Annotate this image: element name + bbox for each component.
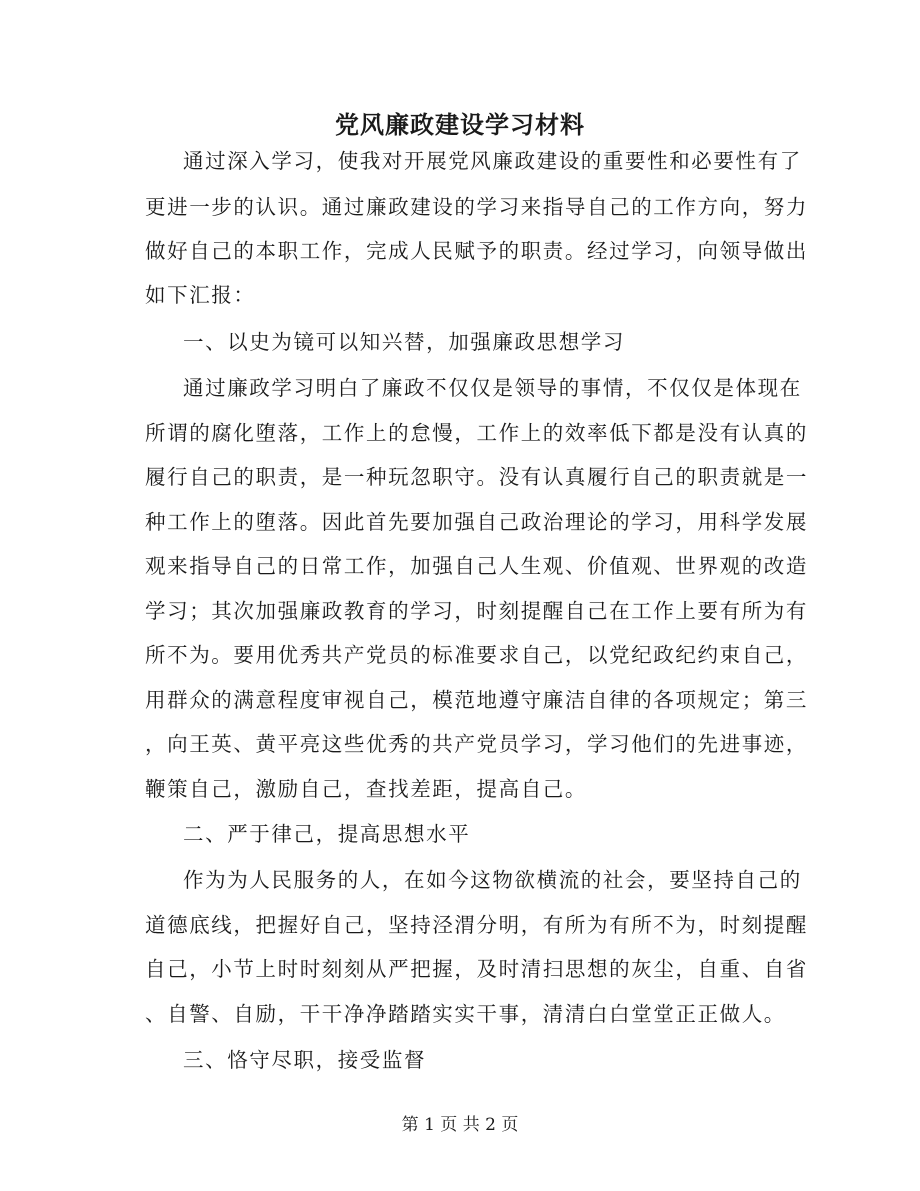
paragraph-line: 观来指导自己的日常工作，加强自己人生观、价值观、世界观的改造 bbox=[145, 554, 808, 578]
paragraph-line: 道德底线，把握好自己，坚持泾渭分明，有所为有所不为，时刻提醒 bbox=[145, 913, 808, 937]
section-heading-2: 二、严于律己，提高思想水平 bbox=[183, 822, 471, 846]
paragraph-line: 通过深入学习，使我对开展党风廉政建设的重要性和必要性有了 bbox=[183, 149, 802, 173]
paragraph-line: 、自警、自励，干干净净踏踏实实干事，清清白白堂堂正正做人。 bbox=[145, 1002, 786, 1026]
document-title: 党风廉政建设学习材料 bbox=[335, 110, 585, 139]
paragraph-line: 学习；其次加强廉政教育的学习，时刻提醒自己在工作上要有所为有 bbox=[145, 599, 808, 623]
paragraph-line: 作为为人民服务的人，在如今这物欲横流的社会，要坚持自己的 bbox=[183, 868, 802, 892]
paragraph-line: 更进一步的认识。通过廉政建设的学习来指导自己的工作方向，努力 bbox=[145, 195, 808, 219]
paragraph-line: 用群众的满意程度审视自己，模范地遵守廉洁自律的各项规定；第三 bbox=[145, 688, 808, 712]
paragraph-line: 如下汇报： bbox=[145, 283, 256, 307]
paragraph-line: 自己，小节上时时刻刻从严把握，及时清扫思想的灰尘，自重、自省 bbox=[145, 957, 808, 981]
paragraph-line: 做好自己的本职工作，完成人民赋予的职责。经过学习，向领导做出 bbox=[145, 239, 808, 263]
section-heading-3: 三、恪守尽职，接受监督 bbox=[183, 1048, 427, 1072]
paragraph-line: ，向王英、黄平亮这些优秀的共产党员学习，学习他们的先进事迹， bbox=[145, 732, 808, 756]
paragraph-line: 通过廉政学习明白了廉政不仅仅是领导的事情，不仅仅是体现在 bbox=[183, 376, 802, 400]
paragraph-line: 种工作上的堕落。因此首先要加强自己政治理论的学习，用科学发展 bbox=[145, 510, 808, 534]
paragraph-line: 鞭策自己，激励自己，查找差距，提高自己。 bbox=[145, 777, 587, 801]
paragraph-line: 所不为。要用优秀共产党员的标准要求自己，以党纪政纪约束自己， bbox=[145, 643, 808, 667]
paragraph-line: 履行自己的职责，是一种玩忽职守。没有认真履行自己的职责就是一 bbox=[145, 465, 808, 489]
paragraph-line: 所谓的腐化堕落，工作上的怠慢，工作上的效率低下都是没有认真的 bbox=[145, 421, 808, 445]
section-heading-1: 一、以史为镜可以知兴替，加强廉政思想学习 bbox=[183, 330, 625, 354]
page-number-footer: 第 1 页 共 2 页 bbox=[401, 1115, 519, 1135]
